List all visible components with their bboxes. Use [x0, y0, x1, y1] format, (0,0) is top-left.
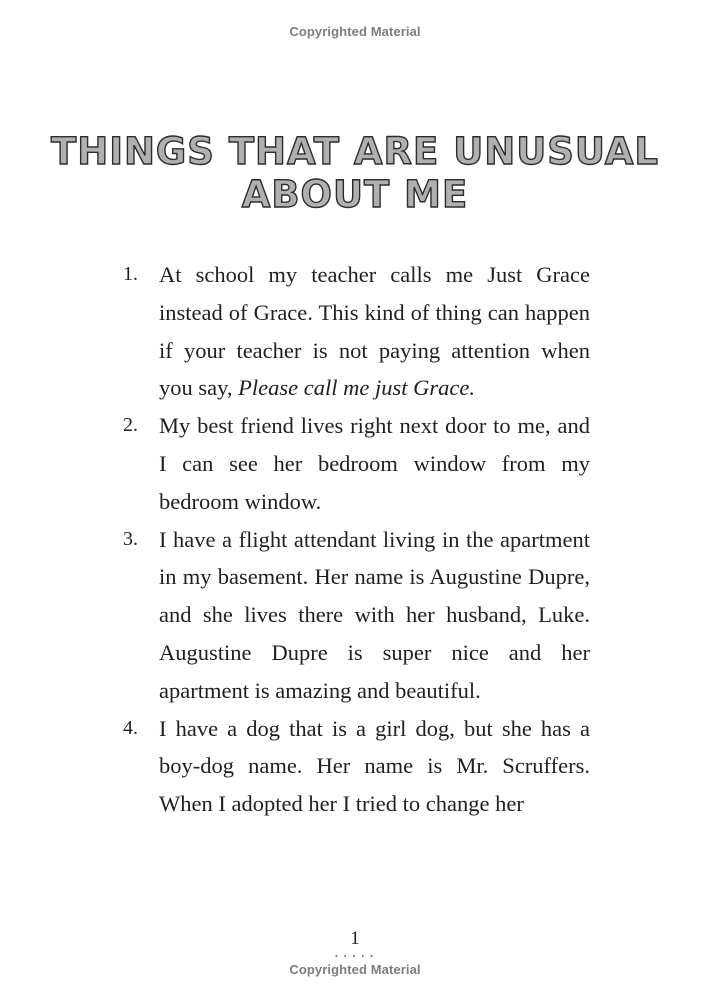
copyright-notice-top: Copyrighted Material [289, 24, 421, 39]
list-item [118, 521, 590, 710]
list-item-text: I have a dog that is a girl dog, but she has a boy-dog name. Her name is Mr. Scruffers. When I adopted her I tried to change her [159, 715, 590, 817]
chapter-title [0, 130, 710, 216]
chapter-title-line-2: ABOUT ME [241, 173, 469, 216]
list-item-emphasis: Please call me just Grace. [238, 375, 475, 401]
list-item [118, 256, 590, 407]
list-item [118, 710, 590, 823]
chapter-title-line-1: THINGS THAT ARE UNUSUAL [50, 130, 660, 173]
list-item-text: At school my teacher calls me Just Grace instead of Grace. This kind of thing can happen if your teacher is not paying attention when you say, [159, 262, 590, 401]
unusual-things-list [118, 256, 590, 823]
page-number: 1 [350, 928, 360, 949]
list-item-text: My best friend lives right next door to me, and I can see her bedroom window from my bedroom window. [159, 413, 590, 514]
copyright-notice-bottom: Copyrighted Material [289, 962, 421, 977]
list-item [118, 407, 590, 520]
list-item-number: 4. [123, 716, 138, 739]
page-ornament-dots: • • • • • [334, 952, 375, 961]
list-item-number: 3. [123, 527, 138, 550]
list-item-number: 1. [123, 263, 138, 285]
list-item-number: 2. [123, 414, 138, 437]
list-item-text: I have a flight attendant living in the apartment in my basement. Her name is Augustine Dupre, and she lives there with her husband, Luke. Augustine Dupre is super nice and her apartment is amazing and beautiful. [159, 526, 590, 703]
